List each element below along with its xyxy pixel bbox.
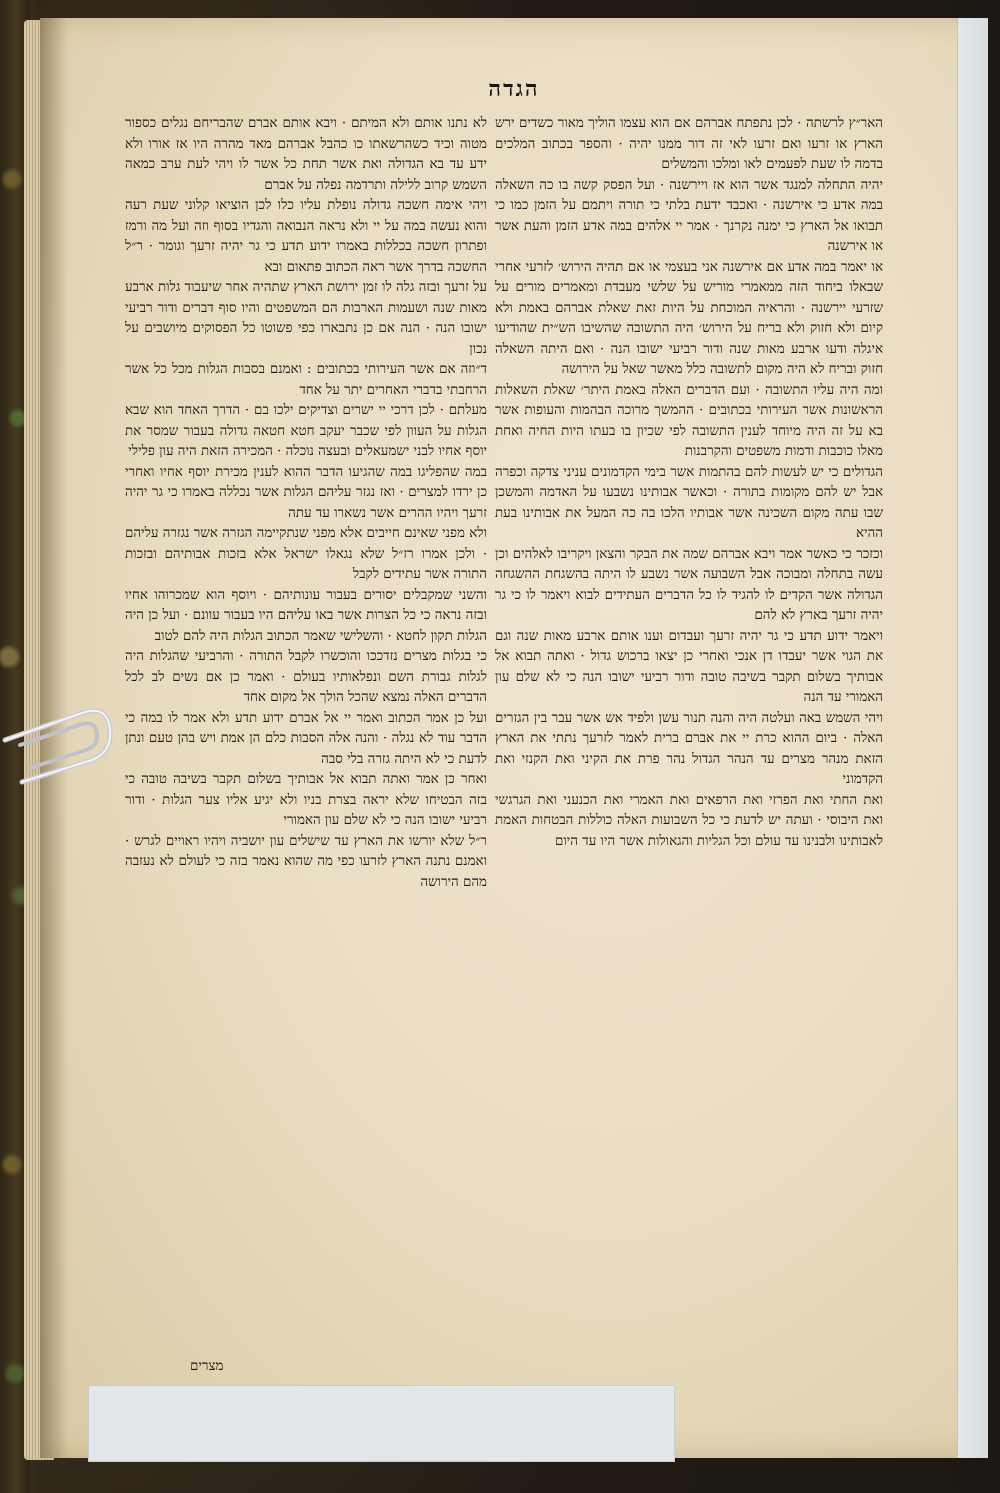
text-paragraph: ואחר כן אמר ואתה תבוא אל אבותיך בשלום תקבר בשיבה טובה כי בזה הבטיחו שלא יראה בצרת בניו ולא יגיע אליו צער הגלות · ודור רביעי ישובו הנה כי לא שלם עון האמורי (125, 772, 487, 828)
next-leaf-edge (957, 18, 988, 1458)
paper-clip-icon (0, 700, 115, 785)
text-paragraph: ועל כן אמר הכתוב ואמר יי אל אברם ידוע תדע ולא אמר לו במה כי הדבר עוד לא נגלה · והנה אלה הסבות כלם הן אמת ויש בהן טעם ונתן לדעת כי לא היתה גזרה בלי סבה (125, 710, 487, 767)
text-paragraph: וכזכר כי כאשר אמר ויבא אברהם שמה את הבקר והצאן ויקריבו לאלהים וכן עשה בתחלה ומבוכה אבל השבועה אשר נשבע לו היתה בהשגחת ההשגחה הגדולה אשר הקדים לו להגיד לו כל הדברים העתידים לבוא ויאמר לו כי גר יהיה זרעך בארץ לא להם (495, 546, 883, 623)
text-paragraph: האר״ץ לרשתה · לכן נתפתח אברהם אם הוא עצמו הוליך מאור כשדים ירש הארץ או זרעו ואם זרעו לאי זה דור ממנו יהיה · והספר בכתוב המלכים בדמה לו שעת לפעמים לאו ומלכו והמשלים (495, 116, 883, 172)
text-paragraph: מעלתם · לכן דרכי יי ישרים וצדיקים ילכו בם · הדרך האחד הוא שבא הגלות על העוון לפי שכבר יעקב חטא חטאה גדולה בעבור שמסר את יוסף אחיו לבני ישמעאלים ובעצה נוכלה · המכירה הזאת היה עון פלילי (125, 403, 487, 459)
text-paragraph: ומה היה עליו התשובה · ועם הדברים האלה באמת היתר׳ שאלת השאלות הראשונות אשר העירותי בכתובים · ההמשך מרוכה הבהמות והעופות אשר בא על זה היה מיוחד לענין התשובה לפי שכיון בו בעתו היות החיה ואחת מאלו כוכבות ודמות משפטים והקרבנות (495, 382, 883, 459)
text-paragraph: על זרעך ובזה גלה לו זמן ירושת הארץ שתהיה אחר שיעבוד גלות ארבע מאות שנה ושעמות הארבות הם המשפטים והיו סוף דברים ודור רביעי ישובו הנה · הנה אם כן נתבארו כפי פשוטו כל הפסוקים מיושבים על נכון (125, 280, 487, 357)
text-paragraph: ויהי השמש באה ועלטה היה והנה תנור עשן ולפיד אש אשר עבר בין הגזרים האלה · ביום ההוא כרת יי את אברם ברית לאמר לזרעך נתתי את הארץ הזאת מנהר מצרים עד הנהר הגדול נהר פרת את הקיני ואת הקנזי ואת הקדמוני (495, 710, 883, 787)
text-paragraph: לא נתנו אותם ולא המיתם · ויבא אותם אברם שהבריחם נגלים כספור מטוה וכיד כשהרשאתו כו כהבל אברהם מאד מהרה היו אז אורו ולא ידע עד בא הגדולה ואת אשר תחת כל אשר לו ויהי לעת ערב כמאה השמש קרוב ללילה ותרדמה נפלה על אברם (125, 116, 487, 193)
left-text-column (125, 114, 487, 1374)
catchword: מצרים (190, 1359, 224, 1374)
text-paragraph: או יאמר במה אדע אם אירשנה אני בעצמי או אם תהיה הירוש׳ לזרעי אחרי שבאלו ביחוד הזה ממאמרי מוריש על שלשי מעבדת ומאמרים מורים על שזרעי יירשנה · והראיה המוכחת על היות זאת שאלת אברהם באמת ולא קיום ולא חזוק ולא בריח על הירוש׳ היה התשובה שהשיבו הש״ית שהודיעו איגלה ודעו ארבע מאות שנה ודור רביעי ישובו הנה · ואם היתה השאלה חזוק ובריח לא היה מקום לתשובה כלל מאשר שאל על הירושה (495, 259, 883, 377)
text-paragraph: במה שהפליגו במה שהגיעו הדבר ההוא לענין מכירת יוסף אחיו ואחרי כן ירדו למצרים · ואז נגזר עליהם הגלות אשר נכללה באמרו כי גר יהיה זרעך ויהיו ההרים אשר נשארו עד עתה (125, 464, 487, 521)
text-paragraph: והשני שמקבלים יסורים בעבור עונותיהם · ויוסף הוא שמכרוהו אחיו ובזה נראה כי כל הצרות אשר באו עליהם היו בעבור עוונם · ועל כן היה הגלות תקון לחטא · והשלישי שאמר הכתוב הגלות היה להם לטוב (125, 587, 487, 644)
running-header: הגדה (488, 76, 540, 102)
text-paragraph: ד״וזה אם אשר העירותי בכתובים : ואמנם בסבות הגלות מכל כל אשר הרחבתי בדברי האחרים יתר על אחד (125, 362, 487, 398)
text-paragraph: ויאמר ידוע תדע כי גר יהיה זרעך ועבדום וענו אותם ארבע מאות שנה וגם את הגוי אשר יעבדו דן אנכי ואחרי כן יצאו ברכוש גדול · ואתה תבוא אל אבותיך בשלום תקבר בשיבה טובה ודור רביעי ישובו הנה כי לא שלם עון האמורי עד הנה (495, 628, 883, 705)
text-paragraph: ר״ל שלא יורשו את הארץ עד שישלים עון יושביה ויהיו ראויים לגרש · ואמנם נתנה הארץ לזרעו כפי מה שהוא נאמר בזה כי לעולם לא נעזבה מהם הירושה (125, 833, 487, 890)
text-paragraph: ויהי אימה חשכה גדולה נופלת עליו כלו לכן הוציאו קלוני שעת רעה והוא נעשה במה על יי ולא נראה הנבואה והגדיו בסוף וזה ועל מה ורמז ופתרון חשכה בכללות באמרו ידוע תדע כי גר יהיה זרעך וגומר · ר״ל החשכה בדרך אשר ראה הכתוב פתאום ובא (125, 198, 487, 275)
library-label-slip (88, 1385, 675, 1462)
right-text-column (495, 114, 883, 1359)
text-paragraph: ולא מפני שאינם חייבים אלא מפני שנתקיימה הגזרה אשר נגזרה עליהם · ולכן אמרו רז״ל שלא נגאלו ישראל אלא בזכות אבותיהם ובזכות התורה אשר עתידים לקבל (125, 526, 487, 582)
text-paragraph: ואת החתי ואת הפרזי ואת הרפאים ואת האמרי ואת הכנעני ואת הגרגשי ואת היבוסי · ועתה יש לדעת כי כל השבועות האלה כוללות הבטחות האמת לאבותינו ולבנינו עד עולם וכל הגליות והגאולות אשר היו עד היום (495, 792, 883, 849)
text-paragraph: הגדולים כי יש לעשות להם בהתמות אשר בימי הקדמונים עניני צדקה וכפרה אבל יש להם מקומות בתורה · וכאשר אבותינו נשבעו על האדמה והמשכן שבו עתה מקום השכינה אשר אבותיו הלכו בה כה המעל את אבותינו בעת ההיא (495, 464, 883, 541)
text-paragraph: יהיה התחלה למנגד אשר הוא אז ויירשנה · ועל הפסק קשה בו כה השאלה במה אדע כי אירשנה · ואכבד ידעת בלתי כי תורה ויתמם על הזמן כמו כי תבואו אל הארץ כי ימנה נקרנך · אמר יי אלהים במה אדע הזמן והעת אשר או אירשנה (495, 177, 883, 254)
text-paragraph: כי בגלות מצרים נזדככו והוכשרו לקבל התורה · והרביעי שהגלות היה לגלות גבורת השם ונפלאותיו בעולם · ואמר כן אם נשים לב לכל הדברים האלה נמצא שהכל הולך אל מקום אחד (125, 649, 487, 705)
book-page (40, 18, 988, 1458)
